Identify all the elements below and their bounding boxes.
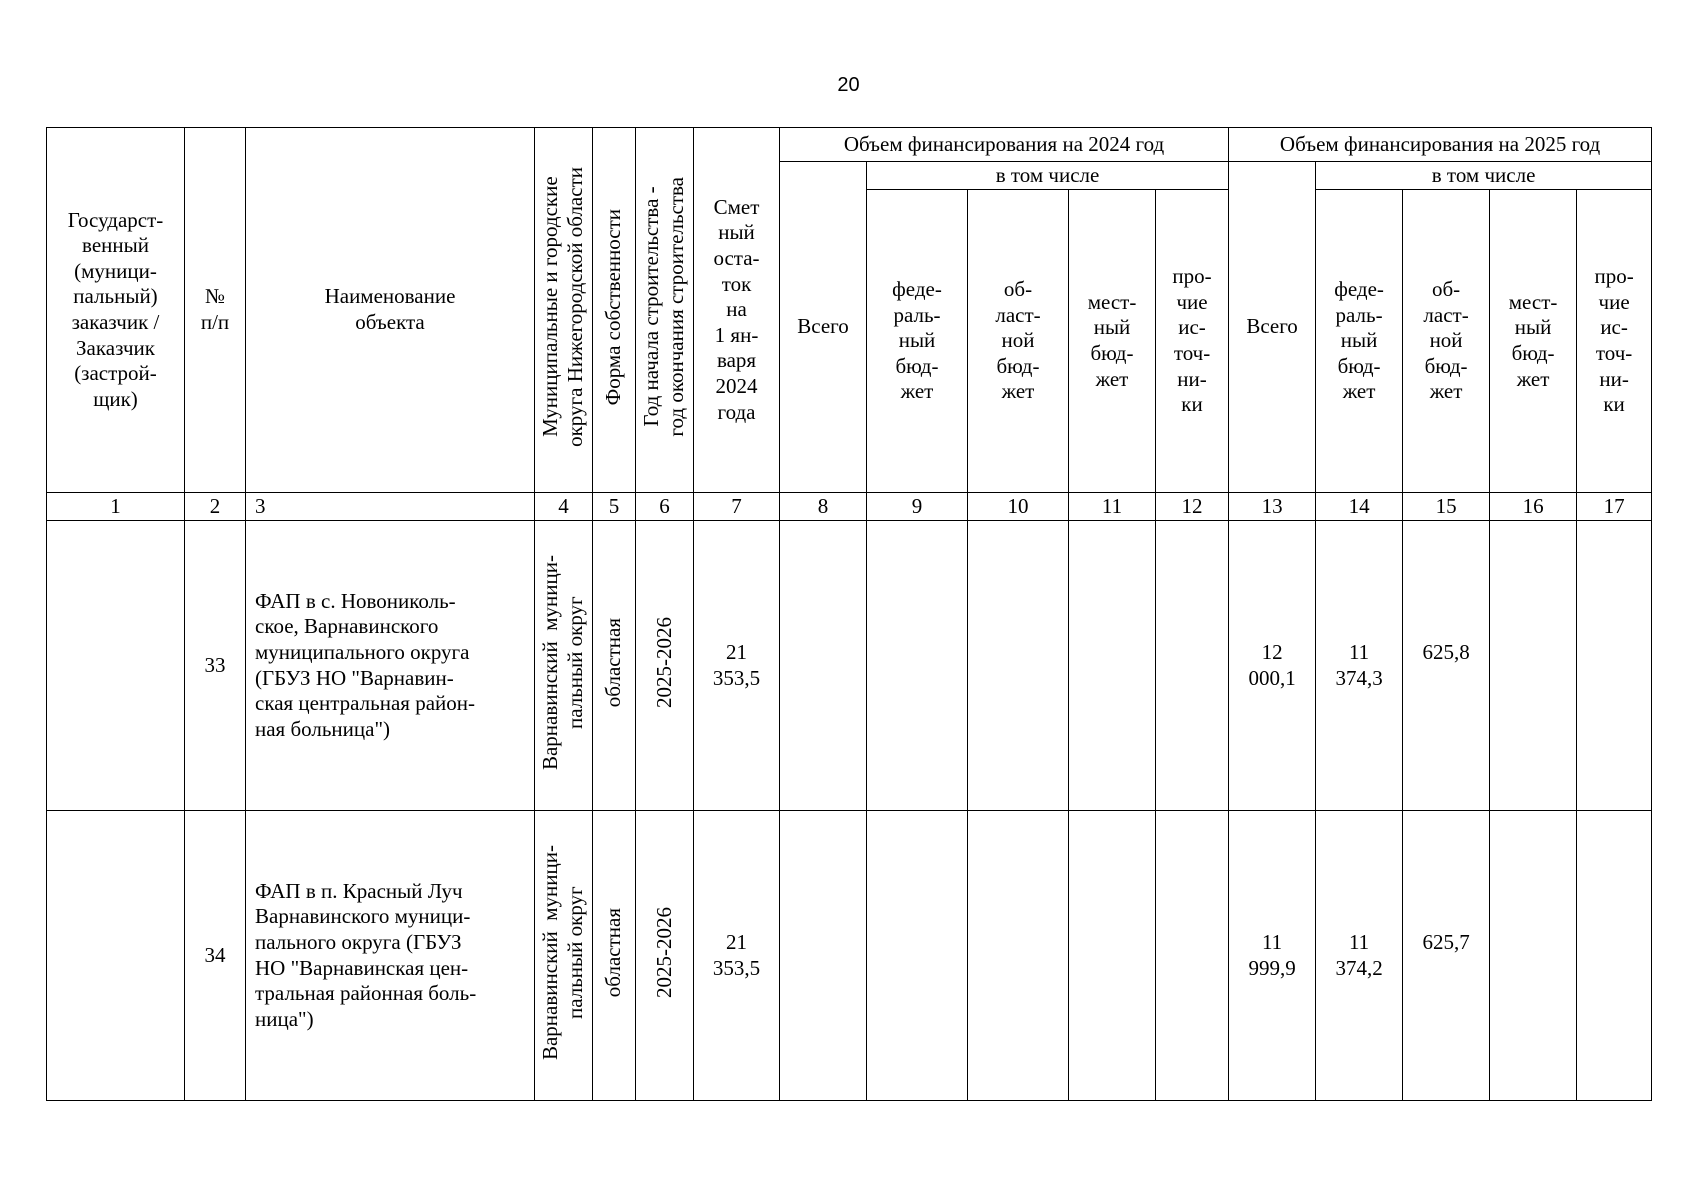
cell-object-name: ФАП в с. Новониколь- ское, Варнавинского муниципального округа (ГБУЗ НО "Варнавин- ская центральная район- ная больница") (246, 521, 535, 811)
header-num: № п/п (185, 128, 246, 493)
header-municipalities: Муниципальные и городские округа Нижегородской области (535, 128, 593, 493)
cell-years: 2025-2026 (636, 811, 694, 1101)
header-funding-2025: Объем финансирования на 2025 год (1229, 128, 1652, 162)
column-number: 15 (1403, 493, 1490, 521)
header-local-2024: мест- ный бюд- жет (1069, 190, 1156, 493)
column-number: 9 (867, 493, 968, 521)
cell-federal-2025: 11 374,3 (1316, 521, 1403, 811)
financing-table (46, 127, 1652, 1101)
cell-total-2024 (780, 811, 867, 1101)
cell-regional-2025: 625,7 (1403, 811, 1490, 1101)
column-number: 4 (535, 493, 593, 521)
cell-ownership: областная (593, 811, 636, 1101)
column-number: 8 (780, 493, 867, 521)
column-number: 16 (1490, 493, 1577, 521)
cell-num: 34 (185, 811, 246, 1101)
page-number: 20 (837, 74, 860, 96)
column-number: 3 (246, 493, 535, 521)
cell-regional-2024 (968, 521, 1069, 811)
cell-balance: 21 353,5 (694, 521, 780, 811)
header-funding-2024: Объем финансирования на 2024 год (780, 128, 1229, 162)
cell-total-2024 (780, 521, 867, 811)
column-number: 2 (185, 493, 246, 521)
column-number: 7 (694, 493, 780, 521)
column-number: 11 (1069, 493, 1156, 521)
header-customer: Государст- венный (муници- пальный) заказчик / Заказчик (застрой- щик) (47, 128, 185, 493)
header-including-2024: в том числе (867, 162, 1229, 190)
cell-regional-2025: 625,8 (1403, 521, 1490, 811)
cell-municipality: Варнавинский муници- пальный округ (535, 811, 593, 1101)
cell-num: 33 (185, 521, 246, 811)
cell-federal-2024 (867, 521, 968, 811)
header-years: Год начала строительства - год окончания строительства (636, 128, 694, 493)
cell-years: 2025-2026 (636, 521, 694, 811)
header-row-1 (47, 128, 1652, 162)
cell-local-2025 (1490, 521, 1577, 811)
column-number: 17 (1577, 493, 1652, 521)
column-numbers-row (47, 493, 1652, 521)
header-regional-2024: об- ласт- ной бюд- жет (968, 190, 1069, 493)
column-number: 1 (47, 493, 185, 521)
cell-customer (47, 521, 185, 811)
cell-balance: 21 353,5 (694, 811, 780, 1101)
table-row (47, 521, 1652, 811)
cell-local-2025 (1490, 811, 1577, 1101)
column-number: 12 (1156, 493, 1229, 521)
header-other-2024: про- чие ис- точ- ни- ки (1156, 190, 1229, 493)
cell-regional-2024 (968, 811, 1069, 1101)
column-number: 14 (1316, 493, 1403, 521)
cell-other-2025 (1577, 811, 1652, 1101)
cell-other-2025 (1577, 521, 1652, 811)
header-regional-2025: об- ласт- ной бюд- жет (1403, 190, 1490, 493)
column-number: 13 (1229, 493, 1316, 521)
cell-local-2024 (1069, 521, 1156, 811)
cell-other-2024 (1156, 811, 1229, 1101)
cell-federal-2025: 11 374,2 (1316, 811, 1403, 1101)
cell-municipality: Варнавинский муници- пальный округ (535, 521, 593, 811)
cell-ownership: областная (593, 521, 636, 811)
cell-customer (47, 811, 185, 1101)
column-number: 10 (968, 493, 1069, 521)
header-local-2025: мест- ный бюд- жет (1490, 190, 1577, 493)
header-object-name: Наименование объекта (246, 128, 535, 493)
cell-total-2025: 12 000,1 (1229, 521, 1316, 811)
header-estimated-balance: Смет ный оста- ток на 1 ян- варя 2024 года (694, 128, 780, 493)
column-number: 5 (593, 493, 636, 521)
cell-total-2025: 11 999,9 (1229, 811, 1316, 1101)
cell-federal-2024 (867, 811, 968, 1101)
cell-object-name: ФАП в п. Красный Луч Варнавинского муници- пального округа (ГБУЗ НО "Варнавинская цен- тральная районная боль- ница") (246, 811, 535, 1101)
cell-local-2024 (1069, 811, 1156, 1101)
header-including-2025: в том числе (1316, 162, 1652, 190)
header-total-2024: Всего (780, 162, 867, 493)
header-ownership: Форма собственности (593, 128, 636, 493)
cell-other-2024 (1156, 521, 1229, 811)
header-federal-2024: феде- раль- ный бюд- жет (867, 190, 968, 493)
header-federal-2025: феде- раль- ный бюд- жет (1316, 190, 1403, 493)
header-total-2025: Всего (1229, 162, 1316, 493)
header-other-2025: про- чие ис- точ- ни- ки (1577, 190, 1652, 493)
column-number: 6 (636, 493, 694, 521)
table-row (47, 811, 1652, 1101)
